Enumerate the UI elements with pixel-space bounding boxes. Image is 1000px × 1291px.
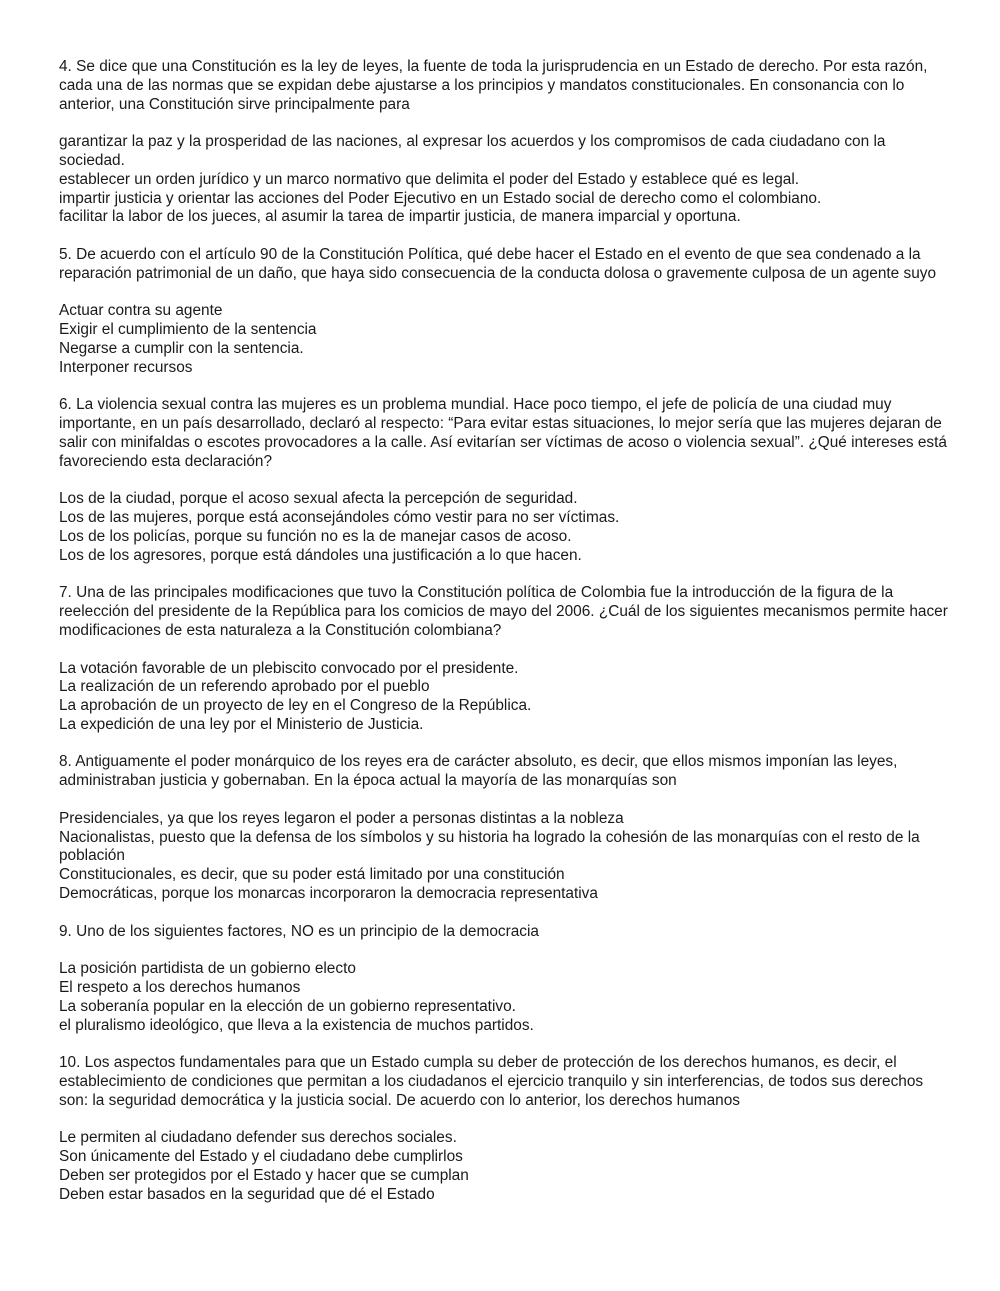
question-text: 9. Uno de los siguientes factores, NO es un principio de la democracia [59, 922, 539, 940]
question-text: 7. Una de las principales modificaciones que tuvo la Constitución política de Colombia fue la introducción de la figura de la reelección del presidente de la República para los comicios de mayo del 2006. ¿Cuál de los siguientes mecanismos permite hacer modificaciones de esta naturaleza a la Constitución colombiana? [59, 584, 948, 639]
option-d[interactable]: facilitar la labor de los jueces, al asumir la tarea de impartir justicia, de manera imparcial y oportuna. [59, 208, 741, 226]
option-list [59, 302, 949, 377]
option-list [59, 490, 949, 565]
option-b[interactable]: El respeto a los derechos humanos [59, 979, 301, 997]
option-b[interactable]: establecer un orden jurídico y un marco normativo que delimita el poder del Estado y establece qué es legal. [59, 170, 800, 188]
question-7 [59, 584, 949, 734]
option-b[interactable]: La realización de un referendo aprobado por el pueblo [59, 678, 430, 696]
option-b[interactable]: Son únicamente del Estado y el ciudadano debe cumplirlos [59, 1148, 463, 1166]
option-d[interactable]: Los de los agresores, porque está dándoles una justificación a lo que hacen. [59, 546, 582, 564]
question-text: 6. La violencia sexual contra las mujeres es un problema mundial. Hace poco tiempo, el jefe de policía de una ciudad muy importante, en un país desarrollado, declaró al respecto: “Para evitar estas situaciones, lo mejor sería que las mujeres dejaran de salir con minifaldas o escotes provocadores a la calle. Así evitarían ser víctimas de acoso o violencia sexual”. ¿Qué intereses está favoreciendo esta declaración? [59, 396, 947, 470]
question-text: 4. Se dice que una Constitución es la ley de leyes, la fuente de toda la jurisprudencia en un Estado de derecho. Por esta razón, cada una de las normas que se expidan debe ajustarse a los principios y mandatos constitucionales. En consonancia con lo anterior, una Constitución sirve principalmente para [59, 58, 928, 113]
option-a[interactable]: Presidenciales, ya que los reyes legaron el poder a personas distintas a la nobleza [59, 809, 624, 827]
option-a[interactable]: La posición partidista de un gobierno electo [59, 960, 356, 978]
option-d[interactable]: Deben estar basados en la seguridad que dé el Estado [59, 1185, 435, 1203]
option-d[interactable]: el pluralismo ideológico, que lleva a la existencia de muchos partidos. [59, 1016, 534, 1034]
option-d[interactable]: Interponer recursos [59, 358, 193, 376]
question-10 [59, 1054, 949, 1204]
option-a[interactable]: Los de la ciudad, porque el acoso sexual afecta la percepción de seguridad. [59, 490, 578, 508]
question-text: 5. De acuerdo con el artículo 90 de la Constitución Política, qué debe hacer el Estado en el evento de que sea condenado a la reparación patrimonial de un daño, que haya sido consecuencia de la conducta dolosa o gravemente culposa de un agente suyo [59, 245, 937, 282]
document-page [59, 58, 949, 1223]
question-5 [59, 246, 949, 378]
option-b[interactable]: Nacionalistas, puesto que la defensa de los símbolos y su historia ha logrado la cohesión de las monarquías con el resto de la población [59, 828, 920, 865]
option-list [59, 133, 949, 227]
option-c[interactable]: impartir justicia y orientar las acciones del Poder Ejecutivo en un Estado social de derecho como el colombiano. [59, 189, 822, 207]
option-c[interactable]: Deben ser protegidos por el Estado y hacer que se cumplan [59, 1167, 469, 1185]
option-a[interactable]: Actuar contra su agente [59, 302, 223, 320]
question-9 [59, 923, 949, 1036]
option-d[interactable]: Democráticas, porque los monarcas incorporaron la democracia representativa [59, 885, 598, 903]
option-b[interactable]: Exigir el cumplimiento de la sentencia [59, 321, 317, 339]
question-4 [59, 58, 949, 227]
option-a[interactable]: Le permiten al ciudadano defender sus derechos sociales. [59, 1129, 457, 1147]
question-6 [59, 396, 949, 565]
option-a[interactable]: La votación favorable de un plebiscito convocado por el presidente. [59, 659, 519, 677]
question-text: 10. Los aspectos fundamentales para que un Estado cumpla su deber de protección de los derechos humanos, es decir, el establecimiento de condiciones que permitan a los ciudadanos el ejercicio tranquilo y sin interferencias, de todos sus derechos son: la seguridad democrática y la justicia social. De acuerdo con lo anterior, los derechos humanos [59, 1054, 924, 1109]
option-d[interactable]: La expedición de una ley por el Ministerio de Justicia. [59, 715, 424, 733]
option-list [59, 810, 949, 904]
option-a[interactable]: garantizar la paz y la prosperidad de las naciones, al expresar los acuerdos y los compromisos de cada ciudadano con la sociedad. [59, 133, 886, 169]
option-c[interactable]: Negarse a cumplir con la sentencia. [59, 339, 304, 357]
option-c[interactable]: La soberanía popular en la elección de un gobierno representativo. [59, 997, 516, 1015]
option-b[interactable]: Los de las mujeres, porque está aconsejándoles cómo vestir para no ser víctimas. [59, 509, 620, 527]
option-list [59, 660, 949, 735]
option-list [59, 1129, 949, 1204]
question-8 [59, 753, 949, 903]
option-c[interactable]: La aprobación de un proyecto de ley en el Congreso de la República. [59, 697, 532, 715]
option-c[interactable]: Constitucionales, es decir, que su poder está limitado por una constitución [59, 866, 565, 884]
option-list [59, 960, 949, 1035]
question-text: 8. Antiguamente el poder monárquico de los reyes era de carácter absoluto, es decir, que ellos mismos imponían las leyes, administraban justicia y gobernaban. En la época actual la mayoría de las monarquías son [59, 753, 898, 790]
option-c[interactable]: Los de los policías, porque su función no es la de manejar casos de acoso. [59, 527, 572, 545]
